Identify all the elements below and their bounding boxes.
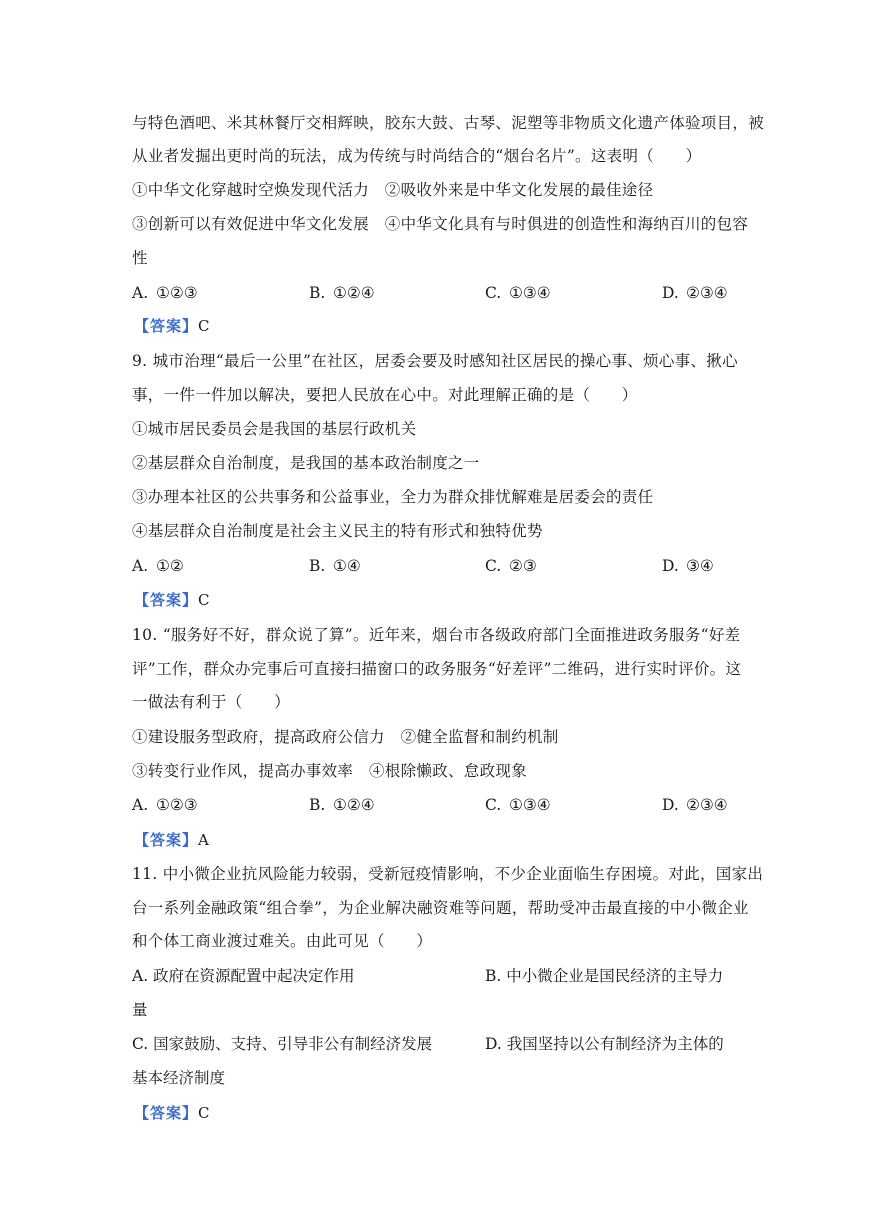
q9-option-c: C. ②③ <box>485 557 537 575</box>
q9-stem-line: 9. 城市治理“最后一公里”在社区，居委会要及时感知社区居民的操心事、烦心事、揪心 <box>132 352 738 370</box>
q10-option-a: A. ①②③ <box>132 796 198 814</box>
q10-stem-line: 一做法有利于（ ） <box>132 693 291 711</box>
q9-stem-line: 事，一件一件加以解决，要把人民放在心中。对此理解正确的是（ ） <box>132 386 638 404</box>
q10-options <box>132 795 742 815</box>
q11-option-row <box>132 1034 742 1054</box>
q11-option-b: B. 中小微企业是国民经济的主导力 <box>485 967 724 985</box>
q11-option-c: C. 国家鼓励、支持、引导非公有制经济发展 <box>132 1035 433 1053</box>
q10-stem-line: 10. “服务好不好，群众说了算”。近年来，烟台市各级政府部门全面推进政务服务“好差 <box>132 626 741 644</box>
q8-statement: ③创新可以有效促进中华文化发展 ④中华文化具有与时俱进的创造性和海纳百川的包容 <box>132 215 749 233</box>
answer-value: C <box>198 1104 210 1122</box>
q11-option-row <box>132 1068 742 1088</box>
q11-option-row <box>132 1000 742 1020</box>
q8-statement: ①中华文化穿越时空焕发现代活力 ②吸收外来是中华文化发展的最佳途径 <box>132 181 654 199</box>
q9-option-b: B. ①④ <box>309 557 361 575</box>
q9-statement: ③办理本社区的公共事务和公益事业，全力为群众排忧解难是居委会的责任 <box>132 488 654 506</box>
answer-tag: 【答案】 <box>134 317 199 335</box>
q9-option-a: A. ①② <box>132 557 184 575</box>
q9-answer <box>134 590 210 610</box>
q8-option-a: A. ①②③ <box>132 284 198 302</box>
q8-option-b: B. ①②④ <box>309 284 375 302</box>
answer-tag: 【答案】 <box>134 591 199 609</box>
q11-answer <box>134 1103 210 1123</box>
q8-stem-line: 从业者发掘出更时尚的玩法，成为传统与时尚结合的“烟台名片”。这表明（ ） <box>132 147 702 165</box>
q11-stem-line: 和个体工商业渡过难关。由此可见（ ） <box>132 932 433 950</box>
q9-statement: ④基层群众自治制度是社会主义民主的特有形式和独特优势 <box>132 522 543 540</box>
q11-stem-line: 台一系列金融政策“组合拳”，为企业解决融资难等问题，帮助受冲击最直接的中小微企业 <box>132 899 749 917</box>
q8-option-c: C. ①③④ <box>485 284 551 302</box>
q8-options <box>132 283 742 303</box>
q9-statement: ①城市居民委员会是我国的基层行政机关 <box>132 420 417 438</box>
answer-tag: 【答案】 <box>134 831 199 849</box>
q11-option-d-wrap: 基本经济制度 <box>132 1069 226 1087</box>
q10-answer <box>134 830 209 850</box>
q11-option-d: D. 我国坚持以公有制经济为主体的 <box>485 1035 724 1053</box>
q10-option-c: C. ①③④ <box>485 796 551 814</box>
answer-tag: 【答案】 <box>134 1104 199 1122</box>
q10-stem-line: 评”工作，群众办完事后可直接扫描窗口的政务服务“好差评”二维码，进行实时评价。这 <box>132 660 742 678</box>
q10-option-b: B. ①②④ <box>309 796 375 814</box>
q11-stem-line: 11. 中小微企业抗风险能力较弱，受新冠疫情影响，不少企业面临生存困境。对此，国家出 <box>132 865 764 883</box>
q9-option-d: D. ③④ <box>662 557 714 575</box>
q10-statement: ③转变行业作风，提高办事效率 ④根除懒政、怠政现象 <box>132 762 528 780</box>
q10-option-d: D. ②③④ <box>662 796 728 814</box>
q8-answer <box>134 316 210 336</box>
answer-value: C <box>198 591 210 609</box>
q11-option-b-wrap: 量 <box>132 1001 148 1019</box>
q11-option-a: A. 政府在资源配置中起决定作用 <box>132 967 355 985</box>
q8-statement: 性 <box>132 249 148 267</box>
answer-value: A <box>198 831 209 849</box>
q9-options <box>132 556 742 576</box>
q8-option-d: D. ②③④ <box>662 284 728 302</box>
q8-stem-line: 与特色酒吧、米其林餐厅交相辉映，胶东大鼓、古琴、泥塑等非物质文化遗产体验项目，被 <box>132 114 765 132</box>
q10-statement: ①建设服务型政府，提高政府公信力 ②健全监督和制约机制 <box>132 728 559 746</box>
answer-value: C <box>198 317 210 335</box>
q9-statement: ②基层群众自治制度，是我国的基本政治制度之一 <box>132 454 480 472</box>
q11-option-row <box>132 966 742 986</box>
